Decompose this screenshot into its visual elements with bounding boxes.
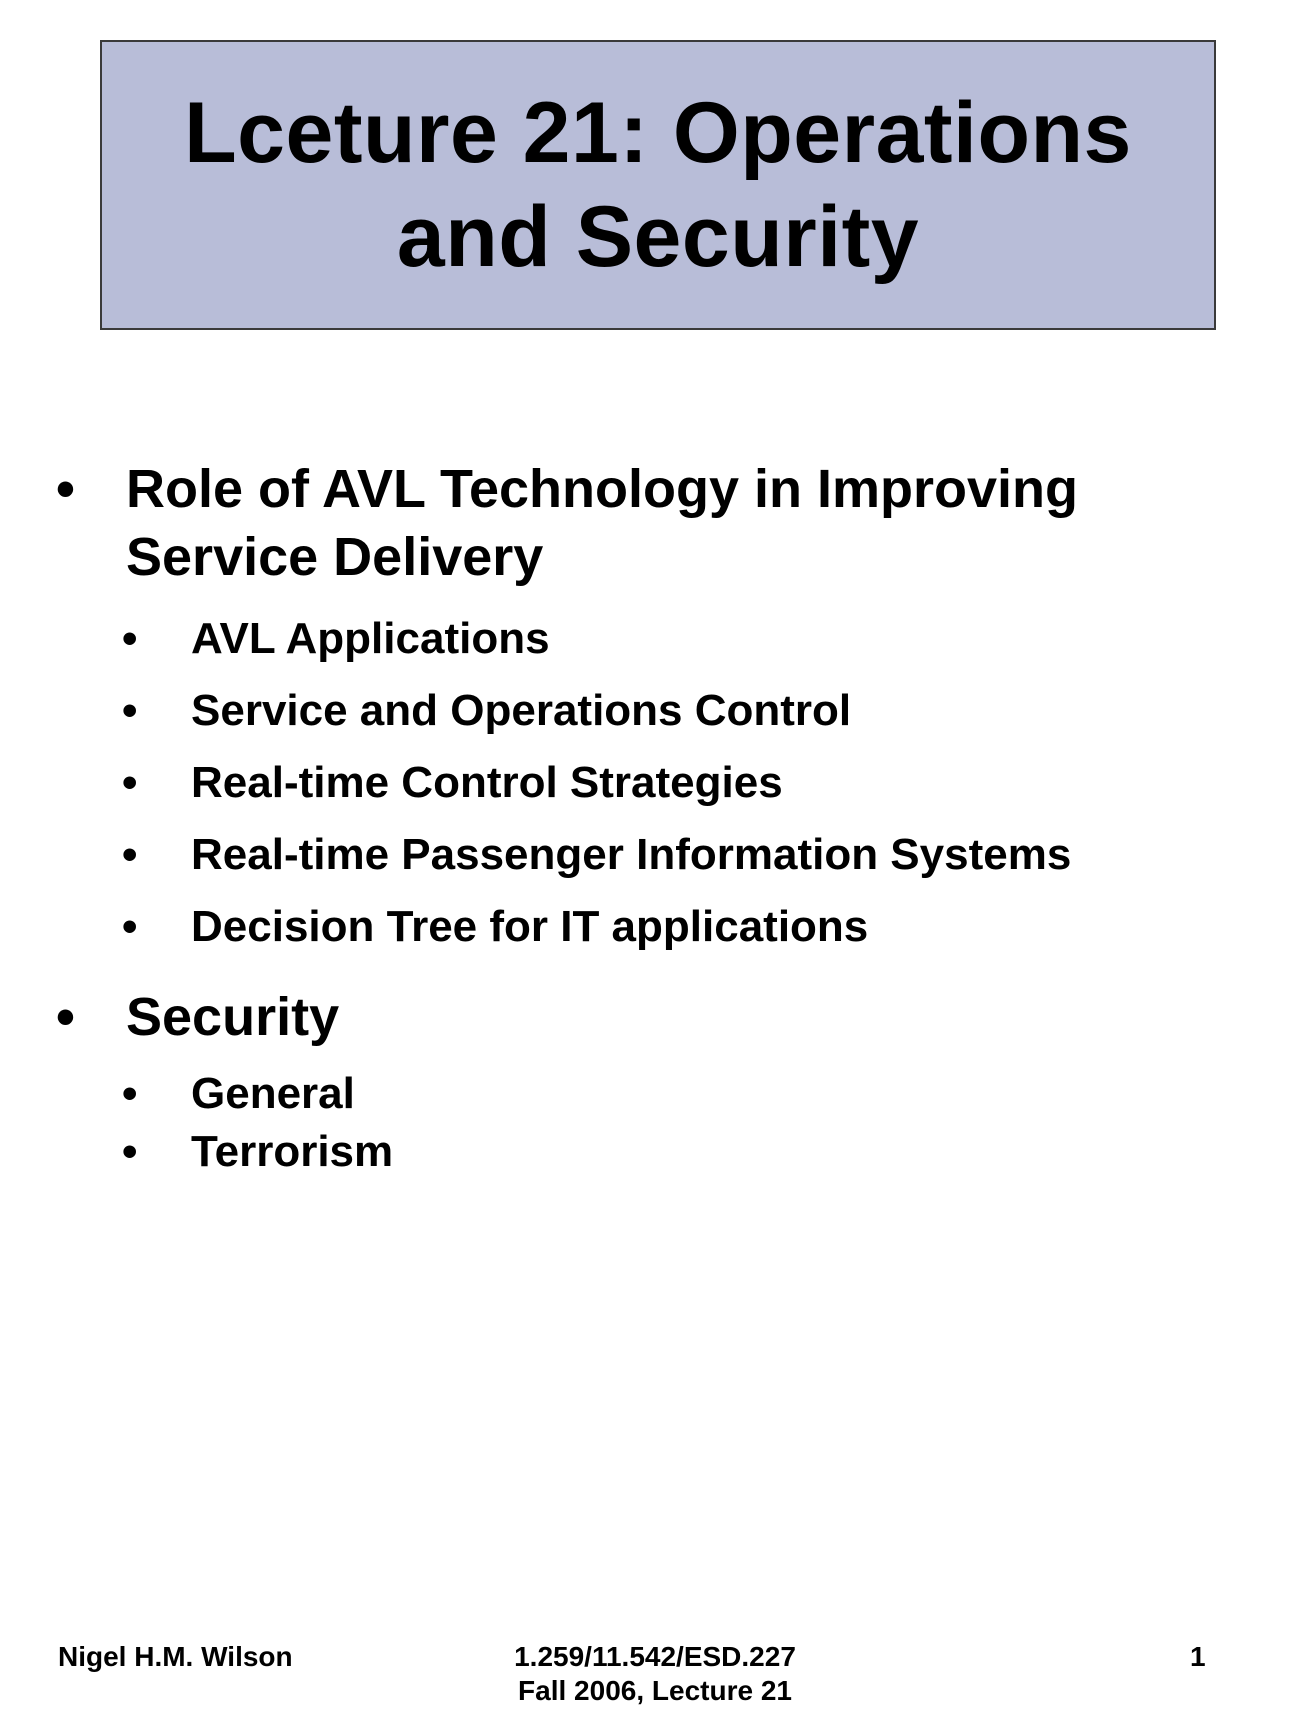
bullet-icon: • — [56, 459, 75, 519]
sub-bullet-text: Decision Tree for IT applications — [191, 902, 869, 951]
sub-bullet-item — [56, 1065, 1256, 1123]
bullet-icon: • — [122, 902, 138, 951]
sub-bullet-text: Terrorism — [191, 1127, 394, 1176]
sub-bullet-text: Service and Operations Control — [191, 686, 852, 735]
footer-page-number: 1 — [1190, 1641, 1206, 1672]
sub-bullet-item — [56, 753, 1256, 813]
bullet-icon: • — [122, 686, 138, 735]
bullet-icon: • — [122, 830, 138, 879]
footer-author: Nigel H.M. Wilson — [58, 1641, 293, 1672]
sub-bullet-item — [56, 681, 1256, 741]
slide-title-box — [100, 40, 1216, 330]
sub-bullet-item — [56, 825, 1256, 885]
sub-bullet-text: General — [191, 1069, 355, 1118]
bullet-list — [56, 455, 1256, 1181]
bullet-icon: • — [56, 987, 75, 1047]
sub-bullet-text: Real-time Passenger Information Systems — [191, 830, 1072, 879]
footer-term: Fall 2006, Lecture 21 — [518, 1675, 792, 1706]
sub-bullet-text: AVL Applications — [191, 614, 550, 663]
bullet-text: Role of AVL Technology in Improving Service Delivery — [126, 459, 1079, 587]
slide-title-line-1: Lceture 21: Operations — [184, 85, 1132, 181]
bullet-icon: • — [122, 758, 138, 807]
sub-bullet-item — [56, 1123, 1256, 1181]
sub-bullet-text: Real-time Control Strategies — [191, 758, 783, 807]
bullet-icon: • — [122, 1069, 138, 1118]
bullet-text: Security — [126, 987, 340, 1047]
bullet-icon: • — [122, 1127, 138, 1176]
footer-course-info — [470, 1640, 840, 1708]
bullet-item — [56, 455, 1236, 591]
sub-bullet-item — [56, 897, 1256, 957]
bullet-icon: • — [122, 614, 138, 663]
sub-bullet-item — [56, 609, 1256, 669]
bullet-item — [56, 983, 1256, 1051]
footer-course: 1.259/11.542/ESD.227 — [514, 1641, 796, 1672]
slide-title-line-2: and Security — [396, 189, 920, 285]
